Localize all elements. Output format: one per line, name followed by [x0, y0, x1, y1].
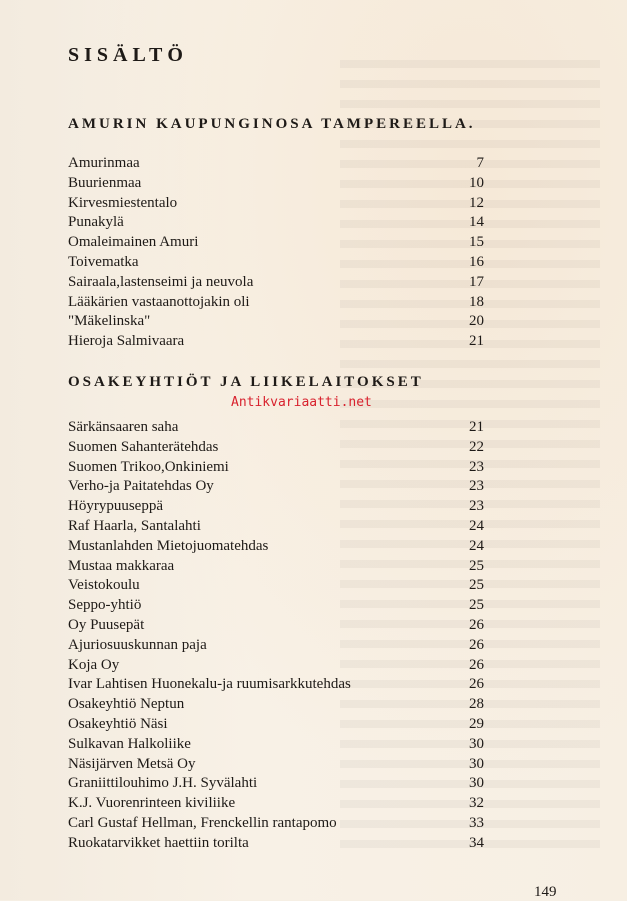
toc-entry-title: Seppo-yhtiö [68, 597, 142, 614]
toc-entry [68, 675, 484, 695]
toc-entry-title: Osakeyhtiö Neptun [68, 696, 185, 713]
toc-entry-title: Särkänsaaren saha [68, 419, 179, 435]
toc-entry-page: 30 [469, 735, 484, 752]
toc-entry [68, 715, 484, 735]
watermark: Antikvariaatti.net [231, 395, 372, 410]
toc-entry [68, 497, 484, 517]
toc-entry-title: Oy Puusepät [68, 616, 145, 633]
page-number: 149 [534, 884, 557, 900]
toc-entry-page: 23 [469, 478, 484, 495]
toc-list-amuri [68, 154, 484, 352]
toc-entry-title: Suomen Trikoo,Onkiniemi [68, 458, 229, 475]
toc-entry-title: Verho-ja Paitatehdas Oy [68, 478, 214, 495]
toc-entry-title: Sulkavan Halkoliike [68, 735, 191, 752]
section-heading-amuri: AMURIN KAUPUNGINOSA TAMPEREELLA. [68, 116, 476, 132]
toc-entry [68, 596, 484, 616]
toc-entry-title: Amurinmaa [68, 155, 140, 171]
toc-entry [68, 174, 484, 194]
toc-entry-page: 26 [469, 616, 484, 633]
toc-entry-page: 34 [469, 834, 484, 851]
toc-entry-title: Veistokoulu [68, 577, 140, 594]
toc-entry-page: 26 [469, 636, 484, 653]
toc-entry-page: 29 [469, 715, 484, 732]
toc-entry [68, 213, 484, 233]
toc-entry [68, 537, 484, 557]
toc-entry [68, 293, 484, 313]
toc-entry [68, 253, 484, 273]
toc-entry [68, 735, 484, 755]
toc-entry [68, 233, 484, 253]
toc-entry [68, 557, 484, 577]
toc-entry [68, 774, 484, 794]
toc-entry-page: 16 [469, 253, 484, 270]
toc-entry-title: Suomen Sahanterätehdas [68, 438, 219, 455]
toc-entry-page: 30 [469, 775, 484, 792]
toc-list-osakeyhtiot [68, 418, 484, 854]
toc-entry [68, 312, 484, 332]
toc-entry-title: Buurienmaa [68, 174, 142, 191]
toc-entry [68, 695, 484, 715]
toc-entry-page: 20 [469, 313, 484, 330]
toc-entry [68, 576, 484, 596]
toc-entry-title: "Mäkelinska" [68, 313, 151, 330]
toc-entry-page: 24 [469, 537, 484, 554]
toc-entry [68, 332, 484, 352]
toc-entry [68, 834, 484, 854]
page-title: SISÄLTÖ [68, 44, 188, 66]
toc-entry-title: Höyrypuuseppä [68, 498, 163, 515]
toc-entry-page: 23 [469, 498, 484, 515]
toc-entry-page: 14 [469, 214, 484, 231]
toc-entry-page: 26 [469, 676, 484, 693]
toc-entry-title: Punakylä [68, 214, 124, 231]
toc-entry [68, 794, 484, 814]
toc-entry [68, 477, 484, 497]
toc-entry-page: 7 [476, 155, 484, 171]
toc-entry-title: Ivar Lahtisen Huonekalu-ja ruumisarkkutehdas [68, 676, 351, 693]
toc-entry-title: Carl Gustaf Hellman, Frenckellin rantapomo [68, 814, 337, 831]
toc-entry [68, 616, 484, 636]
toc-entry [68, 438, 484, 458]
toc-entry-page: 23 [469, 458, 484, 475]
toc-entry-title: Ajuriosuuskunnan paja [68, 636, 207, 653]
toc-entry-page: 32 [469, 795, 484, 812]
toc-entry [68, 814, 484, 834]
toc-entry [68, 418, 484, 438]
toc-entry-page: 25 [469, 597, 484, 614]
toc-entry-page: 22 [469, 438, 484, 455]
toc-entry-title: Ruokatarvikket haettiin torilta [68, 834, 249, 851]
toc-entry-title: Mustaa makkaraa [68, 557, 175, 574]
toc-entry-title: Omaleimainen Amuri [68, 234, 199, 251]
toc-entry-page: 28 [469, 696, 484, 713]
toc-entry [68, 636, 484, 656]
toc-entry [68, 154, 484, 174]
toc-entry-title: K.J. Vuorenrinteen kiviliike [68, 795, 236, 812]
toc-entry-title: Kirvesmiestentalo [68, 194, 178, 211]
toc-entry-page: 30 [469, 755, 484, 772]
toc-entry [68, 755, 484, 775]
toc-entry [68, 273, 484, 293]
toc-entry [68, 458, 484, 478]
toc-entry-page: 33 [469, 814, 484, 831]
toc-entry-page: 26 [469, 656, 484, 673]
toc-entry-page: 25 [469, 577, 484, 594]
toc-entry-title: Näsijärven Metsä Oy [68, 755, 196, 772]
toc-entry-page: 25 [469, 557, 484, 574]
toc-entry-title: Osakeyhtiö Näsi [68, 715, 168, 732]
toc-entry-title: Sairaala,lastenseimi ja neuvola [68, 273, 254, 290]
toc-entry-title: Graniittilouhimo J.H. Syvälahti [68, 775, 258, 792]
toc-entry [68, 194, 484, 214]
toc-entry-page: 21 [469, 333, 484, 350]
toc-entry-page: 12 [469, 194, 484, 211]
toc-entry-title: Lääkärien vastaanottojakin oli [68, 293, 250, 310]
toc-entry-page: 18 [469, 293, 484, 310]
toc-entry [68, 517, 484, 537]
toc-entry-page: 21 [469, 419, 484, 435]
toc-entry-title: Hieroja Salmivaara [68, 333, 185, 350]
toc-entry-title: Koja Oy [68, 656, 120, 673]
section-heading-osakeyhtiot: OSAKEYHTIÖT JA LIIKELAITOKSET [68, 374, 424, 390]
toc-entry-title: Toivematka [68, 253, 139, 270]
toc-entry-page: 10 [469, 174, 484, 191]
toc-entry-title: Raf Haarla, Santalahti [68, 517, 201, 534]
toc-entry [68, 656, 484, 676]
toc-entry-page: 24 [469, 517, 484, 534]
toc-entry-page: 17 [469, 273, 484, 290]
toc-entry-title: Mustanlahden Mietojuomatehdas [68, 537, 269, 554]
toc-entry-page: 15 [469, 234, 484, 251]
